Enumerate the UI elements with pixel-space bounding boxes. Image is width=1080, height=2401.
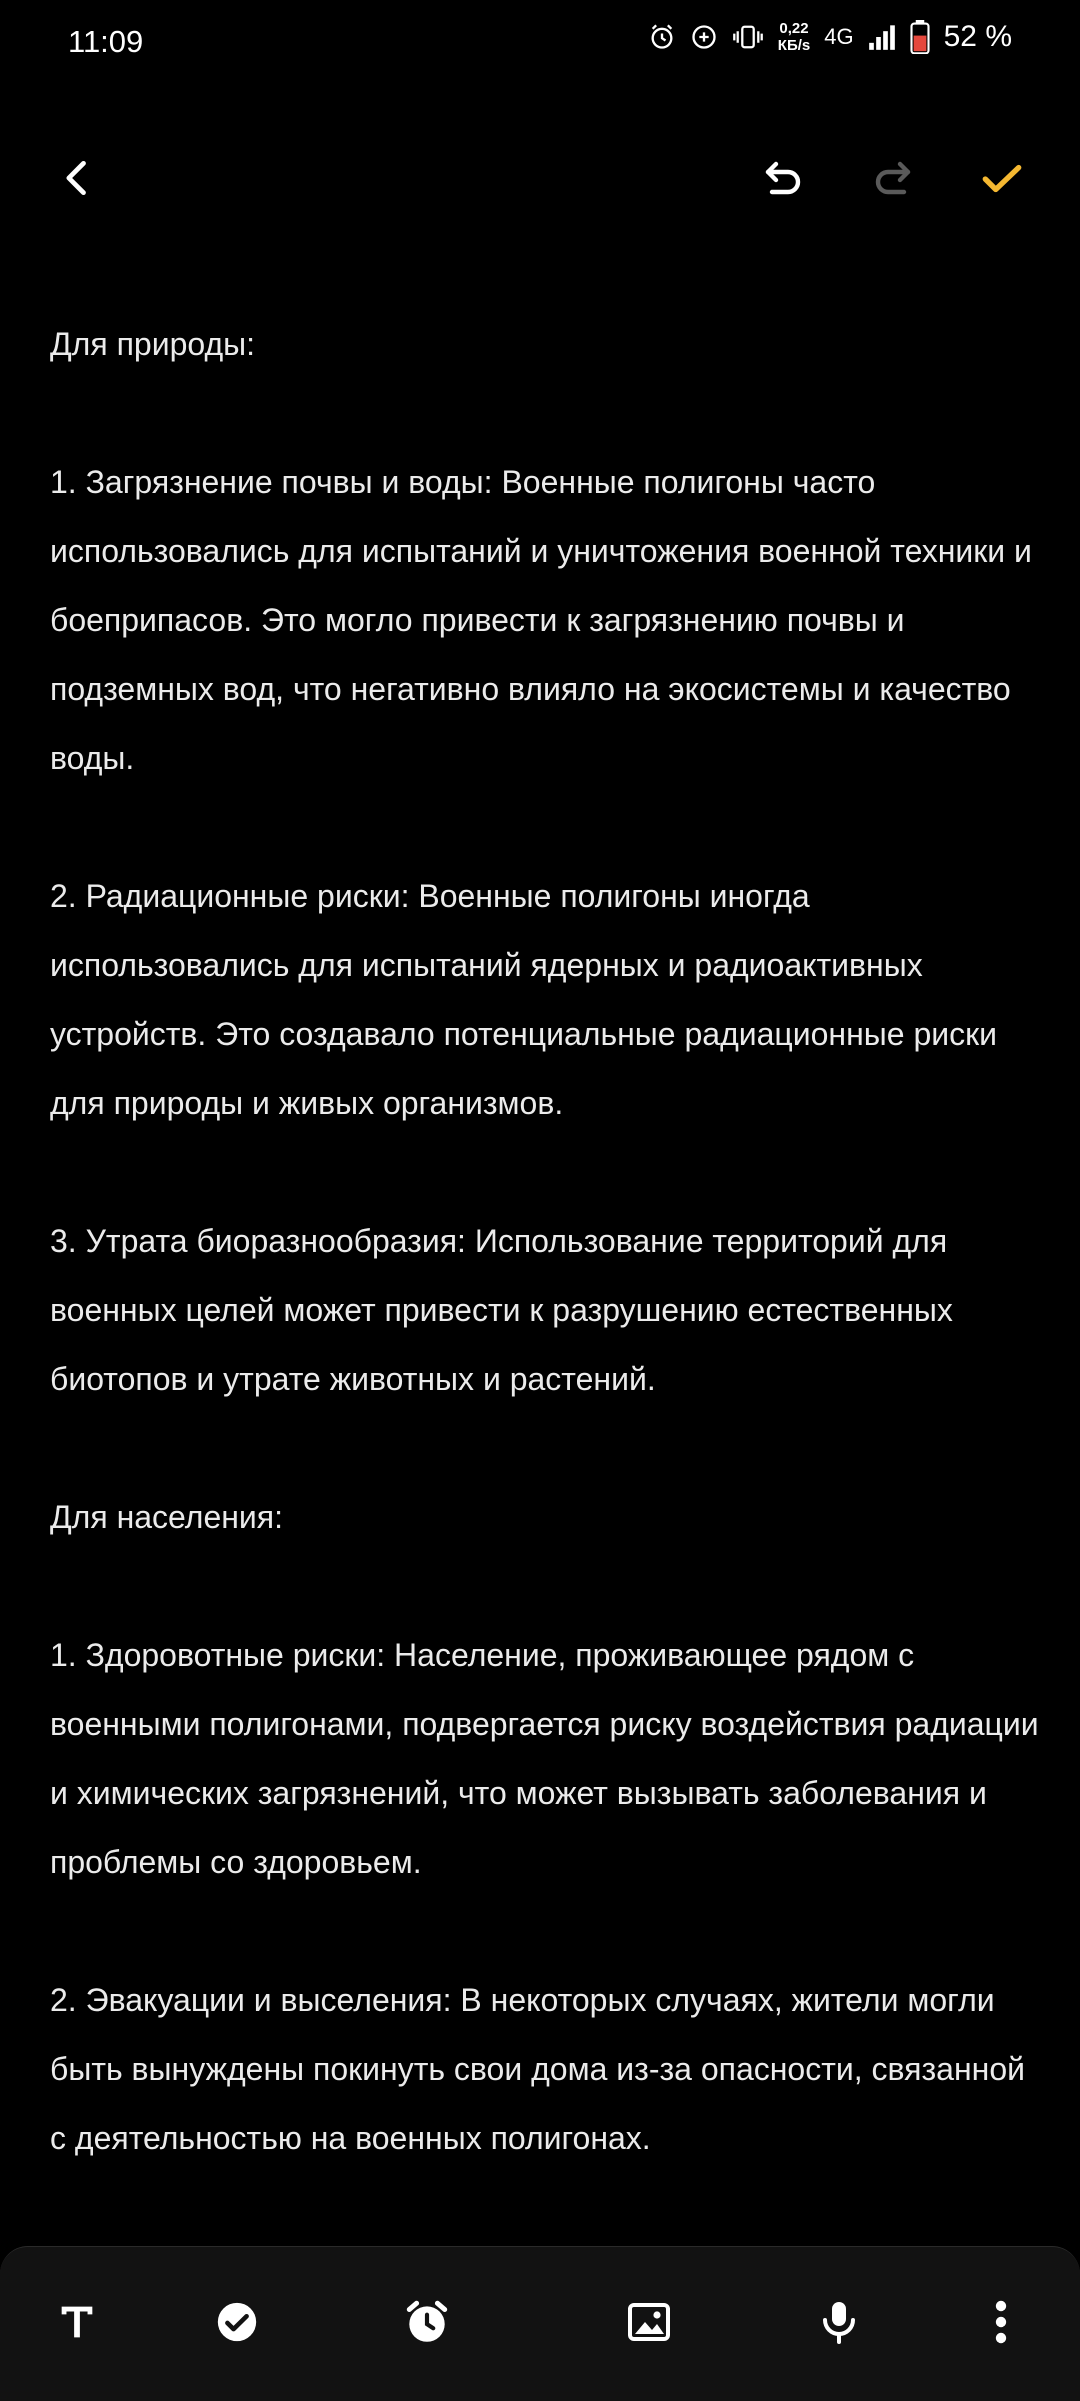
note-blank-line — [50, 1897, 1040, 1966]
alarm-icon — [648, 23, 676, 51]
note-paragraph: 1. Загрязнение почвы и воды: Военные полигоны часто использовались для испытаний и уничтожения военной техники и боеприпасов. Это могло привести к загрязнению почвы и подземных вод, что негативно влияло на экосистемы и качество воды. — [50, 464, 1032, 776]
net-speed-unit: КБ/s — [777, 37, 811, 54]
back-button[interactable] — [38, 140, 118, 220]
note-paragraph: 3. Утрата биоразнообразия: Использование территорий для военных целей может привести к разрушению естественных биотопов и утрате животных и растений. — [50, 1223, 953, 1397]
more-options-button[interactable] — [966, 2289, 1036, 2359]
bottom-toolbar — [0, 2246, 1080, 2401]
back-arrow-icon — [56, 156, 100, 205]
microphone-icon — [815, 2298, 863, 2351]
image-icon — [625, 2298, 673, 2351]
editor-toolbar — [0, 120, 1080, 240]
checklist-icon — [214, 2299, 260, 2350]
note-blank-line — [50, 793, 1040, 862]
battery-percent: 52 % — [943, 20, 1012, 53]
status-icons — [648, 20, 1012, 54]
net-speed — [778, 20, 810, 54]
net-speed-value: 0,22 — [779, 20, 809, 37]
redo-button[interactable] — [852, 140, 932, 220]
reminder-button[interactable] — [392, 2289, 462, 2359]
voice-input-button[interactable] — [804, 2289, 874, 2359]
note-blank-line — [50, 1552, 1040, 1621]
more-options-icon — [991, 2298, 1011, 2351]
text-format-icon — [54, 2299, 100, 2350]
save-button[interactable] — [962, 140, 1042, 220]
note-paragraph: 2. Радиационные риски: Военные полигоны иногда использовались для испытаний ядерных и радиоактивных устройств. Это создавало потенциальные радиационные риски для природы и живых организмов. — [50, 878, 997, 1121]
note-blank-line — [50, 1414, 1040, 1483]
checkmark-icon — [977, 153, 1027, 208]
reminder-alarm-icon — [402, 2297, 452, 2352]
signal-icon — [868, 24, 896, 50]
vibrate-icon — [732, 23, 764, 51]
status-time: 11:09 — [68, 24, 144, 59]
network-type: 4G — [824, 24, 854, 49]
insert-image-button[interactable] — [614, 2289, 684, 2359]
data-saver-icon — [690, 23, 718, 51]
note-paragraph: 1. Здоровотные риски: Население, проживающее рядом с военными полигонами, подвергается риску воздействия радиации и химических загрязнений, что может вызывать заболевания и проблемы со здоровьем. — [50, 1637, 1039, 1880]
undo-icon — [760, 154, 808, 207]
battery-icon — [910, 20, 930, 54]
note-blank-line — [50, 1138, 1040, 1207]
note-body[interactable] — [50, 310, 1040, 2173]
undo-button[interactable] — [744, 140, 824, 220]
note-paragraph: Для населения: — [50, 1499, 283, 1535]
redo-icon — [868, 154, 916, 207]
note-paragraph: Для природы: — [50, 326, 256, 362]
text-format-button[interactable] — [42, 2289, 112, 2359]
note-paragraph: 2. Эвакуации и выселения: В некоторых случаях, жители могли быть вынуждены покинуть свои дома из-за опасности, связанной с деятельностью на военных полигонах. — [50, 1982, 1025, 2156]
status-bar — [0, 0, 1080, 90]
checklist-button[interactable] — [202, 2289, 272, 2359]
note-blank-line — [50, 379, 1040, 448]
